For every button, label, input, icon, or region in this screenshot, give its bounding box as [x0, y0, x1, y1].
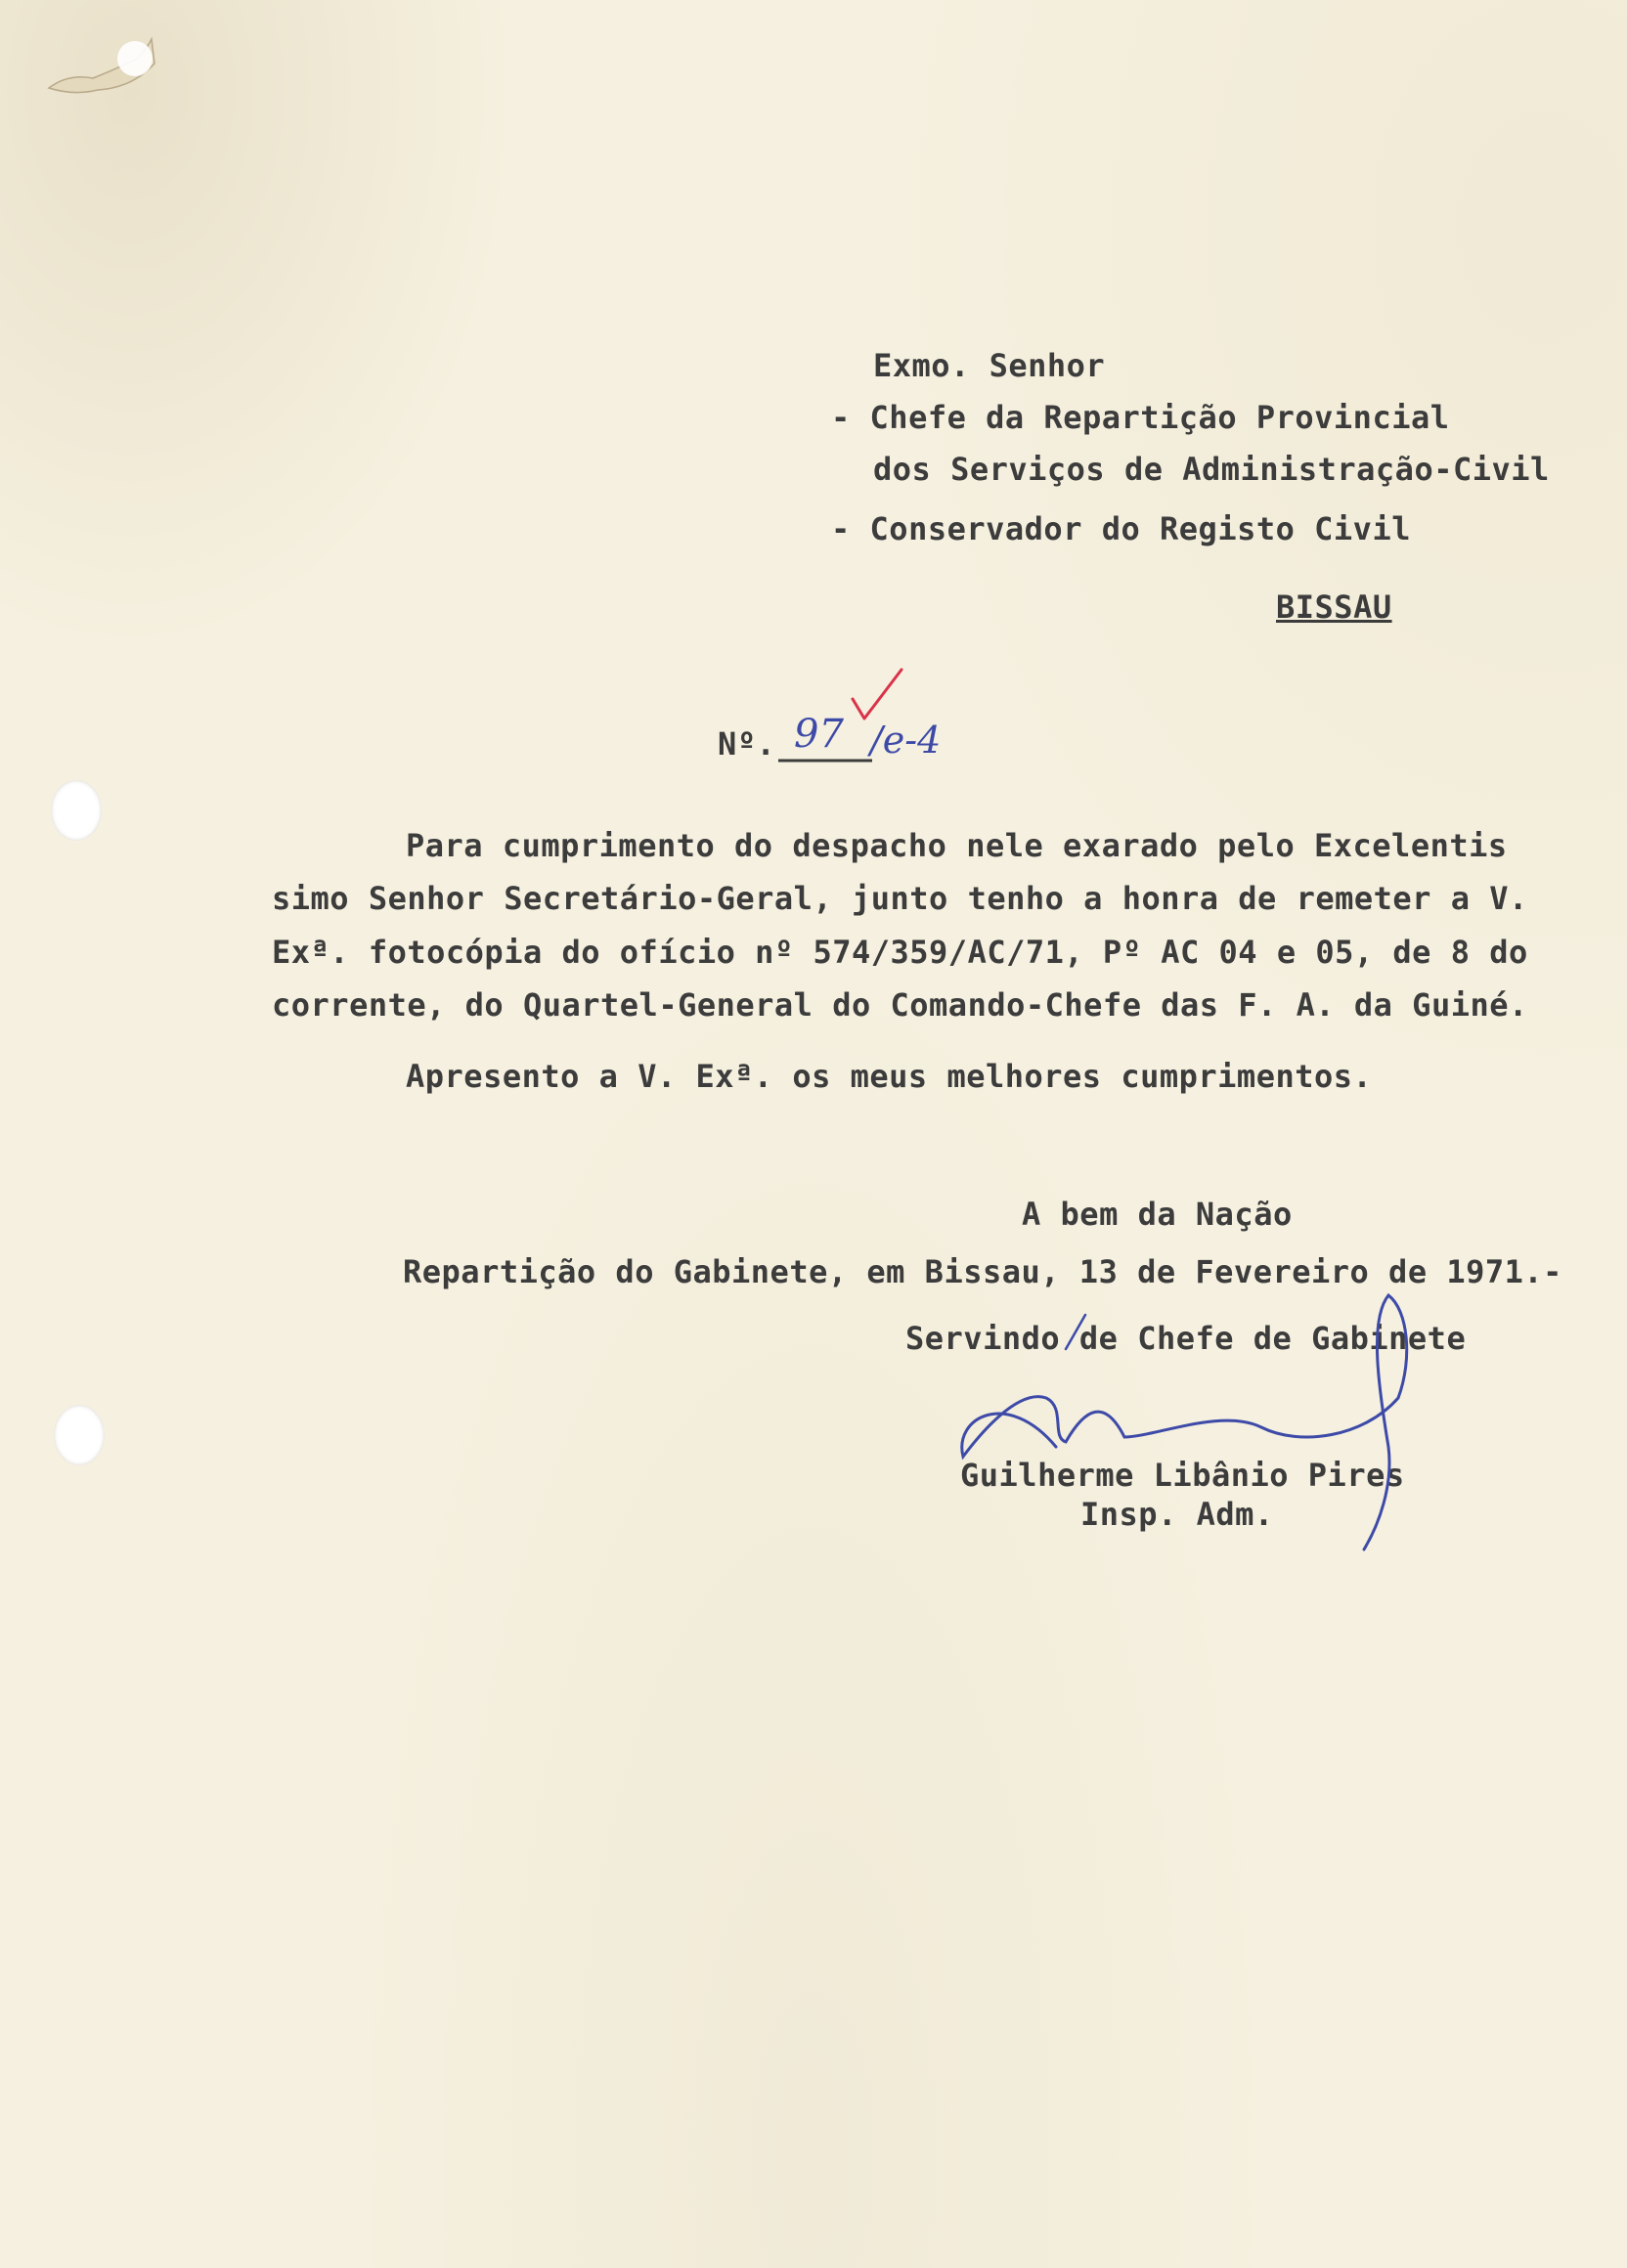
- recipient-1-line-1: - Chefe da Repartição Provincial: [831, 399, 1450, 436]
- recipient-1-line-2: dos Serviços de Administração-Civil: [873, 451, 1550, 488]
- place-and-date: Repartição do Gabinete, em Bissau, 13 de Fevereiro de 1971.-: [403, 1253, 1562, 1290]
- reference-number: 97: [794, 712, 844, 757]
- signer-title: Insp. Adm.: [1080, 1496, 1274, 1533]
- signer-name: Guilherme Libânio Pires: [960, 1457, 1405, 1494]
- signer-role: Servindo de Chefe de Gabinete: [905, 1320, 1467, 1357]
- signature-stroke-slash: [1066, 1315, 1085, 1349]
- body-line-2: simo Senhor Secretário-Geral, junto tenho a honra de remeter a V.: [272, 880, 1528, 917]
- city-bissau: BISSAU: [1276, 589, 1392, 626]
- body-line-4: corrente, do Quartel-General do Comando-Chefe das F. A. da Guiné.: [272, 986, 1528, 1024]
- motto: A bem da Nação: [1022, 1196, 1293, 1233]
- body-line-3: Exª. fotocópia do ofício nº 574/359/AC/71, Pº AC 04 e 05, de 8 do: [272, 934, 1528, 971]
- body-line-1: Para cumprimento do despacho nele exarado pelo Excelentis: [406, 827, 1508, 864]
- recipient-2: - Conservador do Registo Civil: [831, 510, 1411, 547]
- check-mark-icon: [853, 670, 901, 719]
- closing-greeting: Apresento a V. Exª. os meus melhores cumprimentos.: [406, 1058, 1373, 1095]
- signature-icon: [962, 1295, 1407, 1549]
- salutation: Exmo. Senhor: [873, 347, 1106, 384]
- reference-suffix: /e-4: [870, 719, 942, 762]
- reference-prefix: Nº.: [718, 725, 776, 763]
